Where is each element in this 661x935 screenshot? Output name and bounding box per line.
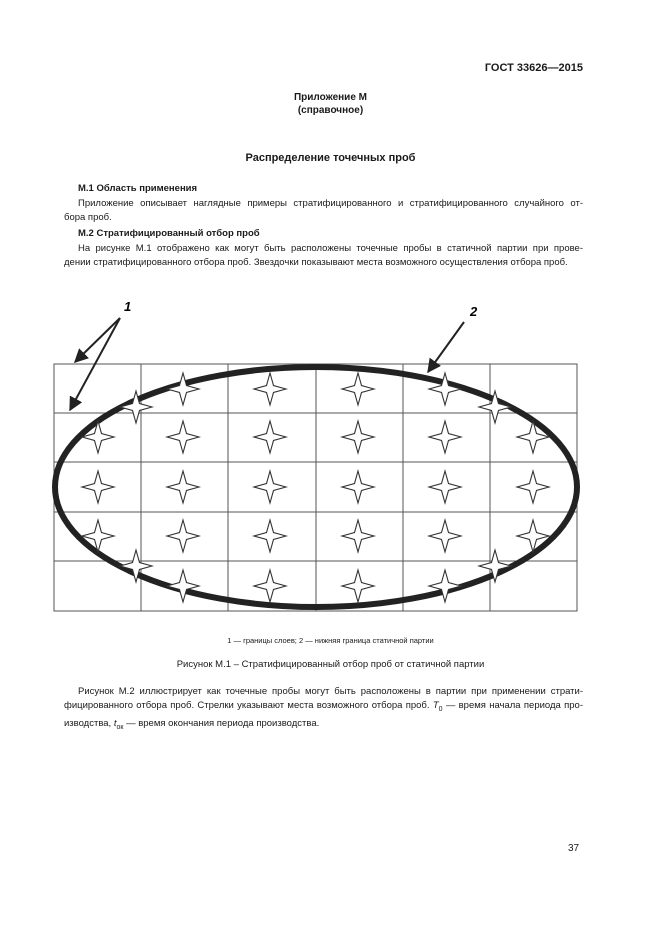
para-m2-line-2b: — время начала периода про-	[442, 700, 583, 711]
section-2-line-2: дении стратифицированного отбора проб. Звездочки показывают места возможного осуществления отбора проб.	[64, 257, 568, 268]
tok-symbol: t	[113, 717, 117, 729]
section-2-line-1: На рисунке М.1 отображено как могут быть расположены точечные пробы в статичной партии при прове-	[78, 243, 583, 254]
section-1-line-1: Приложение описывает наглядные примеры стратифицированного и стратифицированного случайного от-	[78, 198, 583, 209]
figure-legend: 1 — границы слоев; 2 — нижняя граница статичной партии	[227, 636, 434, 645]
tok-subscript: ок	[116, 723, 124, 731]
standard-code: ГОСТ 33626—2015	[484, 62, 583, 74]
appendix-subtitle: (справочное)	[297, 105, 364, 116]
page-title: Распределение точечных проб	[245, 152, 416, 164]
para-m2-line-3b: — время окончания периода производства.	[123, 717, 320, 729]
section-1-heading: М.1 Область применения	[78, 183, 198, 194]
appendix-title: Приложение М	[293, 92, 368, 103]
page-number: 37	[568, 843, 580, 854]
section-1-line-2: бора проб.	[64, 212, 112, 223]
figure-caption: Рисунок М.1 – Стратифицированный отбор проб от статичной партии	[176, 659, 485, 670]
figure-label-2: 2	[470, 304, 478, 319]
paragraph-m2	[64, 685, 583, 735]
para-m2-line-2a: фицированного отбора проб. Стрелки указывают места возможного отбора проб.	[64, 700, 433, 711]
para-m2-line-3a: изводства,	[64, 717, 114, 729]
section-2-heading: М.2 Стратифицированный отбор проб	[78, 228, 260, 239]
t0-symbol: T	[432, 700, 439, 711]
figure-label-1: 1	[124, 299, 132, 314]
para-m2-line-1: Рисунок М.2 иллюстрирует как точечные пробы могут быть расположены в партии при применении страти-	[78, 686, 583, 697]
t0-subscript: 0	[438, 705, 443, 713]
